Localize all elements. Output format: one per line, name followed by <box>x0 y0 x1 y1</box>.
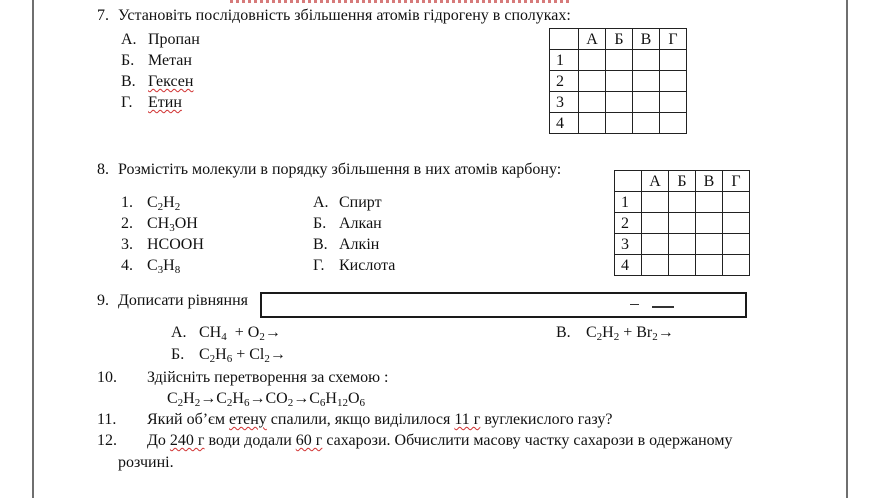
q7-option-name: Гексен <box>148 73 194 90</box>
table-header-cell: Г <box>660 29 687 50</box>
answer-cell[interactable] <box>669 192 696 213</box>
q8-formula: $CH_3OH$ <box>147 215 198 234</box>
q8-answer-table <box>614 170 750 276</box>
answer-cell[interactable] <box>642 234 669 255</box>
table-header-row <box>615 171 750 192</box>
table-header-cell: В <box>696 171 723 192</box>
q9-eq-a-letter: А. <box>171 324 187 341</box>
table-row <box>550 50 687 71</box>
q9-eq-b-letter: Б. <box>171 346 185 363</box>
answer-cell[interactable] <box>660 92 687 113</box>
q8-text: Розмістіть молекули в порядку збільшення в них атомів карбону: <box>118 161 562 178</box>
answer-cell[interactable] <box>579 113 606 134</box>
q10-text: Здійсніть перетворення за схемою : <box>147 369 389 386</box>
q12-text-line1: До 240 г води додали 60 г сахарози. Обчислити масову частку сахарози в одержаному <box>147 432 733 449</box>
q9-eq-v: $C_2H_2 + Br_2\to$ <box>586 324 674 343</box>
table-header-cell: Б <box>669 171 696 192</box>
answer-cell[interactable] <box>723 255 750 276</box>
q7-option-name: Етин <box>148 94 182 111</box>
q8-number: 8. <box>97 161 109 178</box>
answer-cell[interactable] <box>633 50 660 71</box>
answer-cell[interactable] <box>633 92 660 113</box>
table-row-number: 2 <box>615 213 642 234</box>
table-row <box>615 213 750 234</box>
table-header-row <box>550 29 687 50</box>
page-right-border <box>846 0 848 498</box>
answer-cell[interactable] <box>660 50 687 71</box>
answer-cell[interactable] <box>723 234 750 255</box>
q7-answer-table <box>549 28 687 134</box>
answer-cell[interactable] <box>606 50 633 71</box>
q7-option-name: Метан <box>148 52 192 69</box>
table-row <box>615 192 750 213</box>
answer-cell[interactable] <box>642 213 669 234</box>
q8-formula-number: 2. <box>121 215 133 232</box>
table-row-number: 1 <box>615 192 642 213</box>
page-left-border <box>32 0 34 498</box>
q9-eq-b: $C_2H_6 + Cl_2\to$ <box>199 346 286 365</box>
table-header-cell <box>615 171 642 192</box>
answer-cell[interactable] <box>696 192 723 213</box>
q9-number: 9. <box>97 292 109 309</box>
overlay-mark <box>652 306 674 308</box>
q8-class-letter: Б. <box>313 215 327 232</box>
table-row-number: 4 <box>615 255 642 276</box>
table-header-cell: Г <box>723 171 750 192</box>
table-header-cell: Б <box>606 29 633 50</box>
q7-option-letter: Б. <box>121 52 135 69</box>
q8-formula-number: 3. <box>121 236 133 253</box>
table-row <box>615 255 750 276</box>
q8-formula: HCOOH <box>147 236 204 253</box>
q8-class-letter: В. <box>313 236 328 253</box>
q7-option-name: Пропан <box>148 31 200 48</box>
q8-formula-number: 4. <box>121 257 133 274</box>
q7-option-letter: А. <box>121 31 137 48</box>
overlay-box <box>260 292 747 318</box>
q8-class-letter: А. <box>313 194 329 211</box>
table-header-cell: В <box>633 29 660 50</box>
answer-cell[interactable] <box>723 192 750 213</box>
q8-formula-number: 1. <box>121 194 133 211</box>
table-header-cell <box>550 29 579 50</box>
q8-class-name: Спирт <box>339 194 382 211</box>
q10-scheme: $C_2H_2\to C_2H_6\to CO_2\to C_6H_{12}O_6$ <box>167 390 365 409</box>
answer-cell[interactable] <box>633 113 660 134</box>
overlay-mark <box>630 304 639 305</box>
q7-option-letter: Г. <box>121 94 133 111</box>
table-row <box>550 71 687 92</box>
answer-cell[interactable] <box>579 50 606 71</box>
table-row-number: 2 <box>550 71 579 92</box>
answer-cell[interactable] <box>642 255 669 276</box>
answer-cell[interactable] <box>696 234 723 255</box>
q8-formula: $C_2H_2$ <box>147 194 181 213</box>
q7-number: 7. <box>97 7 109 24</box>
table-row <box>550 113 687 134</box>
answer-cell[interactable] <box>669 255 696 276</box>
table-row-number: 3 <box>550 92 579 113</box>
q12-text-line2: розчині. <box>118 454 174 471</box>
q9-eq-a: $CH_4 + O_2\to$ <box>199 324 281 343</box>
answer-cell[interactable] <box>606 113 633 134</box>
answer-cell[interactable] <box>660 113 687 134</box>
table-row <box>615 234 750 255</box>
answer-cell[interactable] <box>642 192 669 213</box>
table-row <box>550 92 687 113</box>
q11-number: 11. <box>97 411 117 428</box>
q8-class-name: Кислота <box>339 257 396 274</box>
table-row-number: 4 <box>550 113 579 134</box>
answer-cell[interactable] <box>669 234 696 255</box>
answer-cell[interactable] <box>606 92 633 113</box>
table-row-number: 3 <box>615 234 642 255</box>
q11-text: Який об’єм етену спалили, якщо виділилося 11 г вуглекислого газу? <box>147 411 613 428</box>
table-header-cell: А <box>579 29 606 50</box>
q8-class-name: Алкан <box>339 215 382 232</box>
answer-cell[interactable] <box>660 71 687 92</box>
q12-number: 12. <box>97 432 117 449</box>
answer-cell[interactable] <box>723 213 750 234</box>
table-row-number: 1 <box>550 50 579 71</box>
q7-text: Установіть послідовність збільшення атомів гідрогену в сполуках: <box>118 7 571 24</box>
answer-cell[interactable] <box>669 213 696 234</box>
table-header-cell: А <box>642 171 669 192</box>
cropped-previous-line <box>230 0 570 3</box>
q8-class-name: Алкін <box>339 236 380 253</box>
q8-class-letter: Г. <box>313 257 325 274</box>
answer-cell[interactable] <box>696 213 723 234</box>
answer-cell[interactable] <box>696 255 723 276</box>
q9-text: Дописати рівняння <box>118 292 248 309</box>
q7-option-letter: В. <box>121 73 136 90</box>
q8-formula: $C_3H_8$ <box>147 257 181 276</box>
q9-eq-v-letter: В. <box>556 324 571 341</box>
answer-cell[interactable] <box>633 71 660 92</box>
q10-number: 10. <box>97 369 117 386</box>
answer-cell[interactable] <box>606 71 633 92</box>
answer-cell[interactable] <box>579 71 606 92</box>
answer-cell[interactable] <box>579 92 606 113</box>
